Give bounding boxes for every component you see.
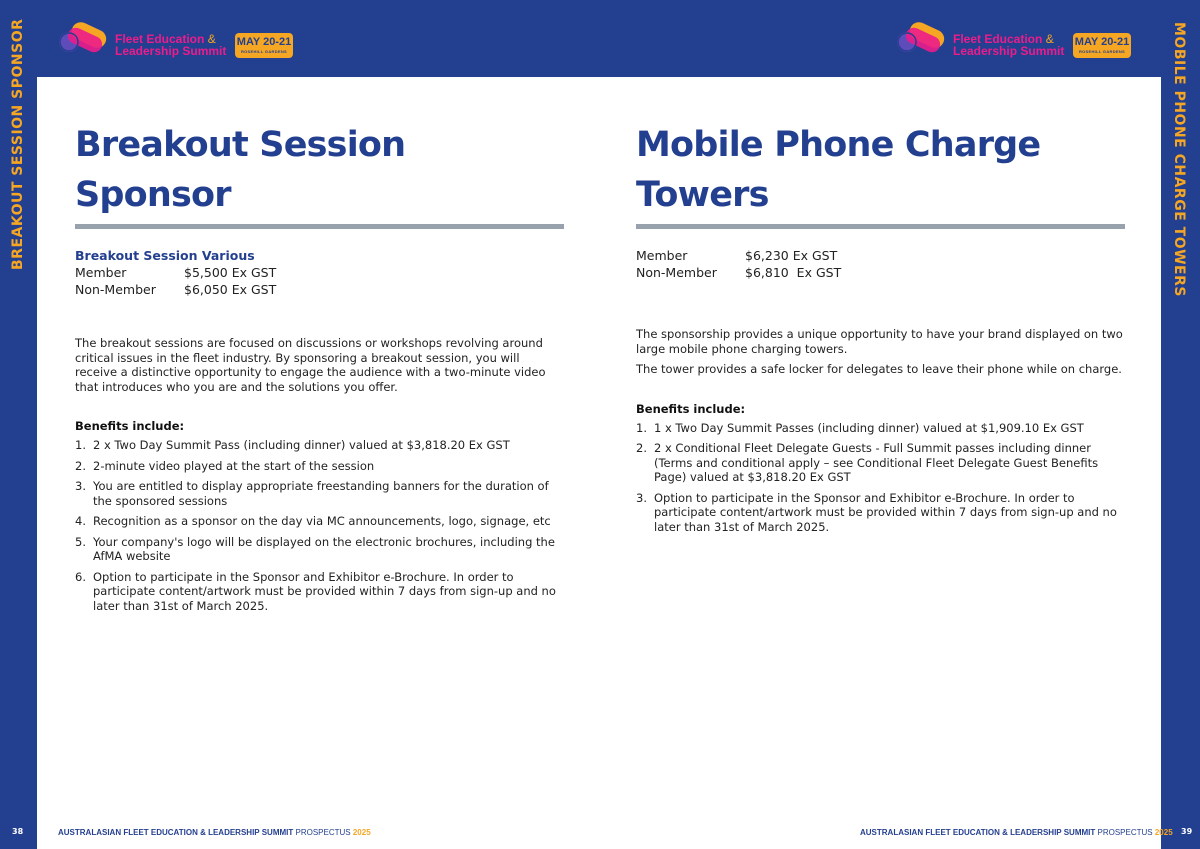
left-page-number: 38 bbox=[12, 827, 24, 836]
benefits-heading: Benefits include: bbox=[636, 401, 746, 416]
description-paragraph: The breakout sessions are focused on discussions or workshops revolving around critical issues in the fleet industry. By sponsoring a breakout session, you will receive a distinctive opportunity to engage the audience with a two-minute video that introduces who you are and the solutions you offer. bbox=[75, 336, 546, 394]
title-divider bbox=[75, 224, 564, 229]
footer-left: AUSTRALASIAN FLEET EDUCATION & LEADERSHIP SUMMIT PROSPECTUS 2025 bbox=[58, 828, 371, 837]
summit-logo-wordmark: Fleet Education & Leadership Summit bbox=[953, 32, 1065, 58]
list-item: 3. You are entitled to display appropriate freestanding banners for the duration of the sponsored sessions bbox=[75, 479, 549, 508]
list-item: 4. Recognition as a sponsor on the day via MC announcements, logo, signage, etc bbox=[75, 514, 551, 528]
benefits-list bbox=[75, 438, 565, 613]
price-row bbox=[636, 264, 1126, 281]
price-row bbox=[75, 281, 565, 298]
pricing-subhead: Breakout Session Various bbox=[75, 248, 255, 263]
price-label: Non-Member bbox=[636, 265, 717, 280]
price-value: $5,500 Ex GST bbox=[184, 265, 277, 280]
description bbox=[75, 336, 565, 394]
list-item: 2. 2 x Conditional Fleet Delegate Guests - Full Summit passes including dinner (Terms and conditional apply – see Conditional Fleet Delegate Guest Benefits Page) valued at $3,818.20 Ex GST bbox=[636, 441, 1099, 484]
footer-right: AUSTRALASIAN FLEET EDUCATION & LEADERSHIP SUMMIT PROSPECTUS 2025 bbox=[860, 828, 1173, 837]
description-paragraph: The sponsorship provides a unique opportunity to have your brand displayed on two large mobile phone charging towers. bbox=[636, 327, 1123, 356]
price-value: $6,810 Ex GST bbox=[745, 265, 842, 280]
benefits-list bbox=[636, 421, 1126, 535]
price-row bbox=[75, 264, 565, 281]
page-title: Mobile Phone Charge Towers bbox=[636, 125, 1041, 215]
summit-logo-icon bbox=[895, 20, 951, 60]
price-row bbox=[636, 247, 1126, 264]
pricing-block bbox=[75, 247, 565, 298]
list-item: 2. 2-minute video played at the start of the session bbox=[75, 458, 375, 473]
right-page-number: 39 bbox=[1181, 827, 1193, 836]
price-value: $6,050 Ex GST bbox=[184, 282, 277, 297]
summit-logo bbox=[895, 20, 1135, 60]
price-label: Member bbox=[75, 265, 127, 280]
right-side-bar bbox=[1161, 0, 1200, 849]
left-side-label: BREAKOUT SESSION SPONSOR bbox=[10, 18, 26, 270]
summit-date-badge: MAY 20-21 ROSEHILL GARDENS bbox=[235, 33, 293, 58]
list-item: 1. 2 x Two Day Summit Pass (including dinner) valued at $3,818.20 Ex GST bbox=[75, 438, 510, 452]
description bbox=[636, 327, 1126, 377]
list-item: 1. 1 x Two Day Summit Passes (including dinner) valued at $1,909.10 Ex GST bbox=[636, 420, 1084, 435]
summit-logo bbox=[57, 20, 297, 60]
page-title: Breakout Session Sponsor bbox=[75, 125, 406, 215]
list-item: 3. Option to participate in the Sponsor and Exhibitor e-Brochure. In order to participate content/artwork must be provided within 7 days from sign-up and no later than 31st of March 2025. bbox=[636, 490, 1117, 534]
price-label: Member bbox=[636, 248, 688, 263]
summit-date-badge: MAY 20-21 ROSEHILL GARDENS bbox=[1073, 33, 1131, 58]
right-page-content bbox=[636, 120, 1126, 540]
list-item: 5. Your company's logo will be displayed on the electronic brochures, including the AfMA website bbox=[75, 534, 555, 563]
price-value: $6,230 Ex GST bbox=[745, 248, 838, 263]
benefits-heading: Benefits include: bbox=[75, 419, 185, 433]
description-paragraph: The tower provides a safe locker for delegates to leave their phone while on charge. bbox=[636, 362, 1122, 376]
left-side-bar bbox=[0, 0, 37, 849]
left-page-content bbox=[75, 120, 565, 619]
title-divider bbox=[636, 224, 1125, 229]
summit-logo-wordmark: Fleet Education & Leadership Summit bbox=[115, 32, 227, 58]
pricing-block bbox=[636, 247, 1126, 281]
summit-logo-icon bbox=[57, 20, 113, 60]
right-side-label: MOBILE PHONE CHARGE TOWERS bbox=[1171, 22, 1187, 297]
list-item: 6. Option to participate in the Sponsor and Exhibitor e-Brochure. In order to participate content/artwork must be provided within 7 days from sign-up and no later than 31st of March 2025. bbox=[75, 569, 556, 613]
price-label: Non-Member bbox=[75, 282, 156, 297]
header-band bbox=[37, 0, 1161, 77]
